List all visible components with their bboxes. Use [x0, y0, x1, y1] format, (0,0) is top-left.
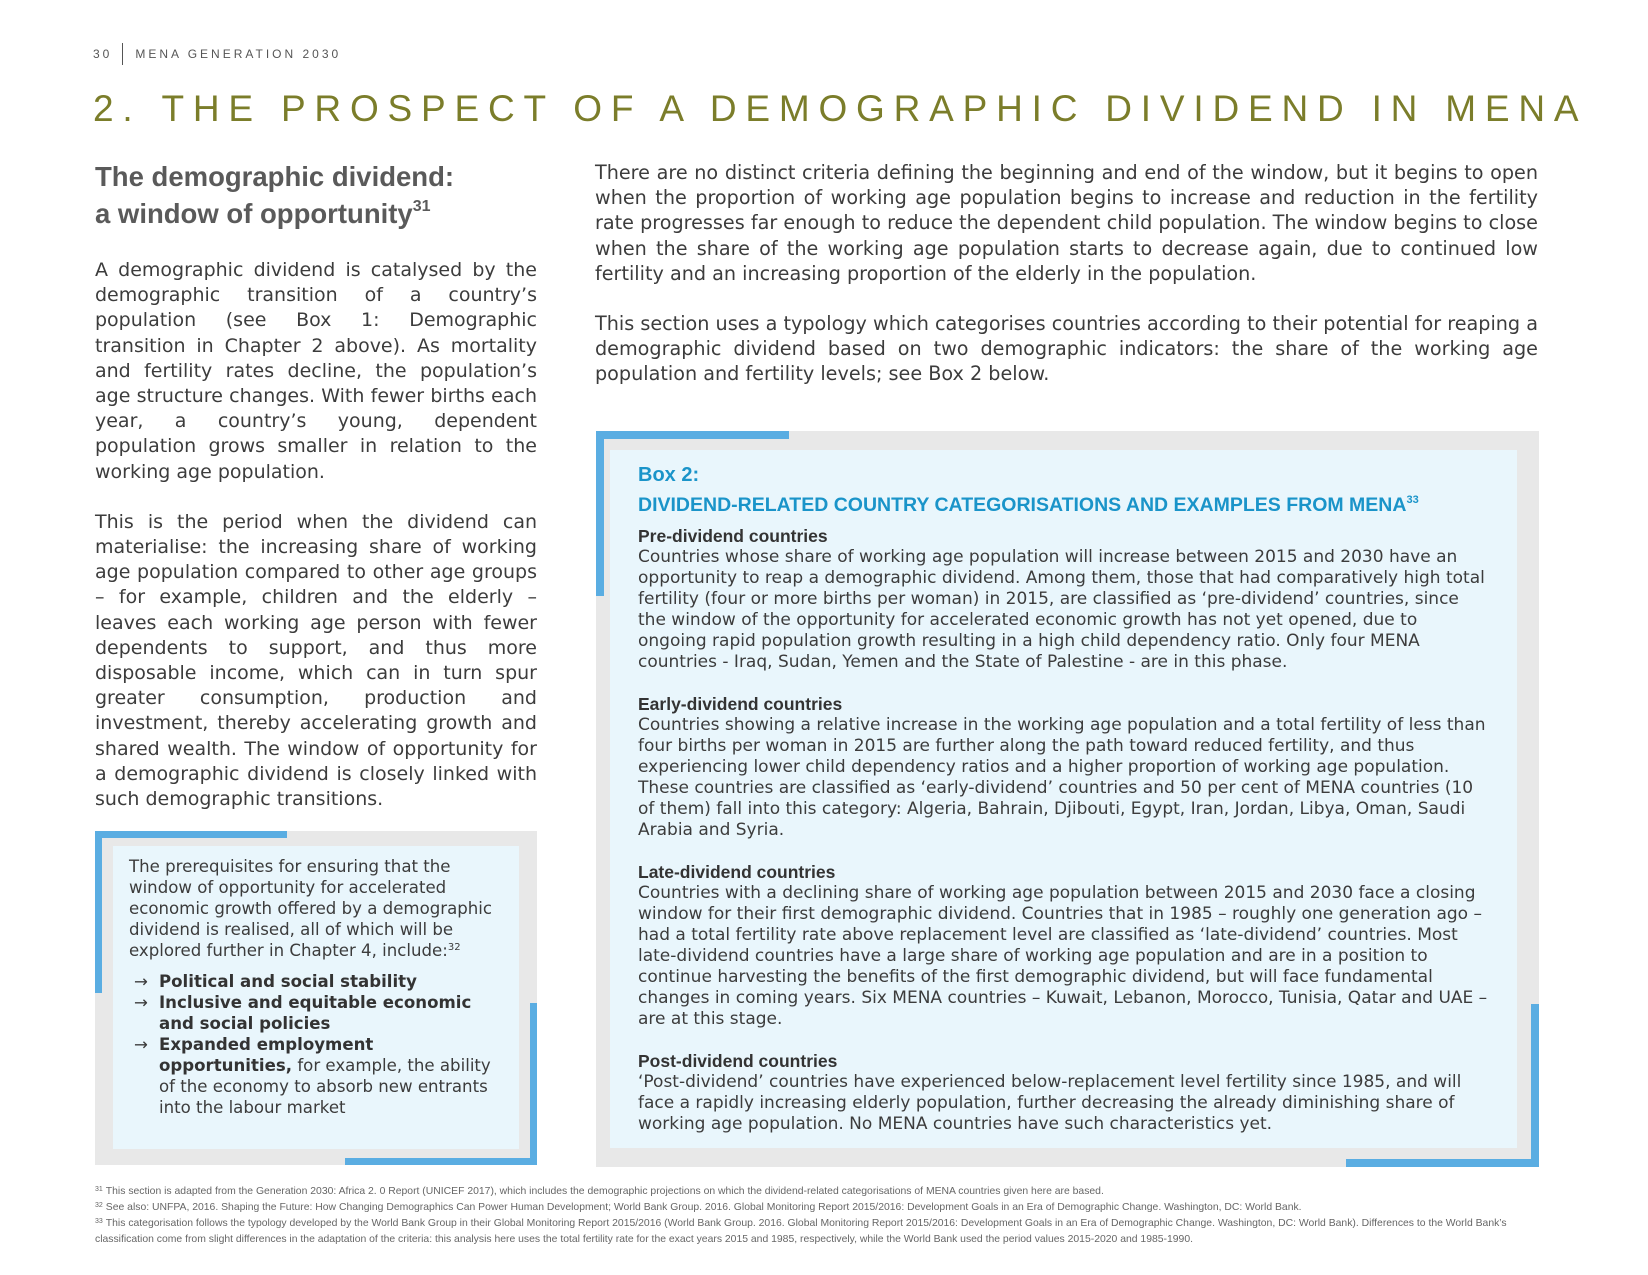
- category-heading: Post-dividend countries: [638, 1051, 838, 1071]
- arrow-right-icon: →: [134, 993, 148, 1012]
- category-post-dividend: [638, 1051, 1491, 1135]
- chapter-number: 2.: [93, 88, 142, 129]
- box-2: [596, 431, 1539, 1167]
- header-divider: [122, 43, 123, 65]
- footnote-text: See also: UNFPA, 2016. Shaping the Future: How Changing Demographics Can Power Human Development; World Bank Group. 2016. Global Monitoring Report 2015/2016: Development Goals in an Era of Demographic Change. Washington, DC: World Bank.: [105, 1202, 1302, 1213]
- right-paragraph-2: This section uses a typology which categorises countries according to their potential for reaping a demographic dividend based on two demographic indicators: the share of the working age population and fertility levels; see Box 2 below.: [595, 312, 1538, 386]
- prerequisites-box: [95, 831, 537, 1165]
- running-header: [93, 45, 341, 63]
- box-accent-right: [530, 1003, 537, 1165]
- box-accent-bottom: [345, 1158, 537, 1165]
- prerequisites-content: [113, 846, 519, 1149]
- footnote-number: 32: [95, 1202, 103, 1209]
- list-item: [129, 1034, 503, 1118]
- box-accent-bottom: [1346, 1159, 1539, 1167]
- chapter-title: [93, 88, 1587, 130]
- section-subtitle: [95, 158, 537, 232]
- footnotes: [95, 1184, 1545, 1248]
- category-body: Countries with a declining share of working age population between 2015 and 2030 face a closing window for their first demographic dividend. Countries that in 1985 – roughly one generation ago – had a total fertility rate above replacement level are classified as ‘late-dividend’ countries. Most late-dividend countries have a large share of working age population and are in a position to continue harvesting the benefits of the first demographic dividend, but will face fundamental changes in coming years. Six MENA countries – Kuwait, Lebanon, Morocco, Tunisia, Qatar and UAE – are at this stage.: [638, 883, 1488, 1029]
- footnote-number: 33: [95, 1218, 103, 1225]
- box-2-title: [638, 490, 1491, 520]
- footnote-text: This section is adapted from the Generation 2030: Africa 2. 0 Report (UNICEF 2017), which includes the demographic projections on which the dividend-related categorisations of MENA countries given here are based.: [105, 1186, 1104, 1197]
- right-paragraph-1: There are no distinct criteria defining the beginning and end of the window, but it begins to open when the proportion of working age population begins to increase and reduction in the fertility rate progresses far enough to reduce the dependent child population. The window begins to close when the share of the working age population starts to decrease again, due to continued low fertility and an increasing proportion of the elderly in the population.: [595, 161, 1538, 285]
- category-pre-dividend: [638, 526, 1491, 673]
- prerequisites-intro-text: The prerequisites for ensuring that the window of opportunity for accelerated economic growth offered by a demographic dividend is realised, all of which will be explored further in Chapter 4, include:: [129, 857, 493, 960]
- prerequisites-intro: [129, 856, 503, 961]
- footnote-ref-32: 32: [447, 942, 461, 953]
- category-body: ‘Post-dividend’ countries have experienced below-replacement level fertility since 1985, and will face a rapidly increasing elderly population, further decreasing the already diminishing share of working age population. No MENA countries have such characteristics yet.: [638, 1072, 1462, 1134]
- footnote-32: [95, 1200, 1545, 1216]
- subtitle-line-2: a window of opportunity: [95, 198, 413, 229]
- chapter-title-text: THE PROSPECT OF A DEMOGRAPHIC DIVIDEND IN MENA: [161, 88, 1588, 129]
- left-column: [95, 158, 537, 837]
- list-item-bold: Expanded employment opportunities,: [159, 1035, 374, 1075]
- subtitle-line-1: The demographic dividend:: [95, 161, 455, 192]
- footnote-31: [95, 1184, 1545, 1200]
- box-accent-top: [596, 431, 789, 439]
- footnote-ref-31: 31: [412, 198, 431, 215]
- category-body: Countries showing a relative increase in the working age population and a total fertility of less than four births per woman in 2015 are further along the path toward reduced fertility, and thus experiencing lower child dependency ratios and a higher proportion of working age population. These countries are classified as ‘early-dividend’ countries and 50 per cent of MENA countries (10 of them) fall into this category: Algeria, Bahrain, Djibouti, Egypt, Iran, Jordan, Libya, Oman, Saudi Arabia and Syria.: [638, 715, 1486, 840]
- prerequisites-list: [129, 971, 503, 1118]
- box-accent-top: [95, 831, 287, 838]
- page-number: 30: [93, 47, 113, 61]
- box-accent-left: [95, 831, 102, 993]
- footnote-ref-33: 33: [1406, 494, 1419, 506]
- box-accent-left: [596, 431, 604, 596]
- category-early-dividend: [638, 694, 1491, 841]
- left-paragraph-1: A demographic dividend is catalysed by the demographic transition of a country’s population (see Box 1: Demographic transition in Chapter 2 above). As mortality and fertility rates decline, the population’s age structure changes. With fewer births each year, a country’s young, dependent population grows smaller in relation to the working age population.: [95, 259, 537, 483]
- footnote-text: This categorisation follows the typology developed by the World Bank Group in their Global Monitoring Report 2015/2016 (World Bank Group. 2016. Global Monitoring Report 2015/2016: Development Goals in an Era of Demographic Change. Washington, DC: World Bank). Differences to the World Bank’s classification come from slight differences in the adaptation of the criteria: this analysis here uses the total fertility rate for the exact years 2015 and 1985, respectively, while the World Bank used the period values 2015-2020 and 1985-1990.: [95, 1218, 1507, 1245]
- box-2-label: Box 2:: [638, 464, 700, 486]
- publication-title: MENA GENERATION 2030: [135, 47, 342, 61]
- box-2-title-text: DIVIDEND-RELATED COUNTRY CATEGORISATIONS AND EXAMPLES FROM MENA: [638, 494, 1407, 516]
- category-heading: Late-dividend countries: [638, 862, 836, 882]
- list-item: [129, 971, 503, 992]
- arrow-right-icon: →: [134, 972, 148, 991]
- list-item: [129, 992, 503, 1034]
- arrow-right-icon: →: [134, 1035, 148, 1054]
- category-heading: Pre-dividend countries: [638, 526, 828, 546]
- right-column: [595, 160, 1538, 412]
- list-item-bold: Political and social stability: [159, 972, 417, 991]
- footnote-number: 31: [95, 1186, 103, 1193]
- category-late-dividend: [638, 862, 1491, 1030]
- box-accent-right: [1531, 1004, 1539, 1167]
- list-item-text: for example, the ability of the economy to absorb new entrants into the labour market: [159, 1056, 491, 1117]
- category-heading: Early-dividend countries: [638, 694, 843, 714]
- list-item-bold: Inclusive and equitable economic and social policies: [159, 993, 472, 1033]
- footnote-33: [95, 1216, 1545, 1248]
- category-body: Countries whose share of working age population will increase between 2015 and 2030 have an opportunity to reap a demographic dividend. Among them, those that had comparatively high total fertility (four or more births per woman) in 2015, are classified as ‘pre-dividend’ countries, since the window of the opportunity for accelerated economic growth has not yet opened, due to ongoing rapid population growth resulting in a high child dependency ratio. Only four MENA countries - Iraq, Sudan, Yemen and the State of Palestine - are in this phase.: [638, 547, 1485, 672]
- box-2-content: [610, 450, 1517, 1148]
- left-paragraph-2: This is the period when the dividend can materialise: the increasing share of working age population compared to other age groups – for example, children and the elderly – leaves each working age person with fewer dependents to support, and thus more disposable income, which can in turn spur greater consumption, production and investment, thereby accelerating growth and shared wealth. The window of opportunity for a demographic dividend is closely linked with such demographic transitions.: [95, 510, 537, 811]
